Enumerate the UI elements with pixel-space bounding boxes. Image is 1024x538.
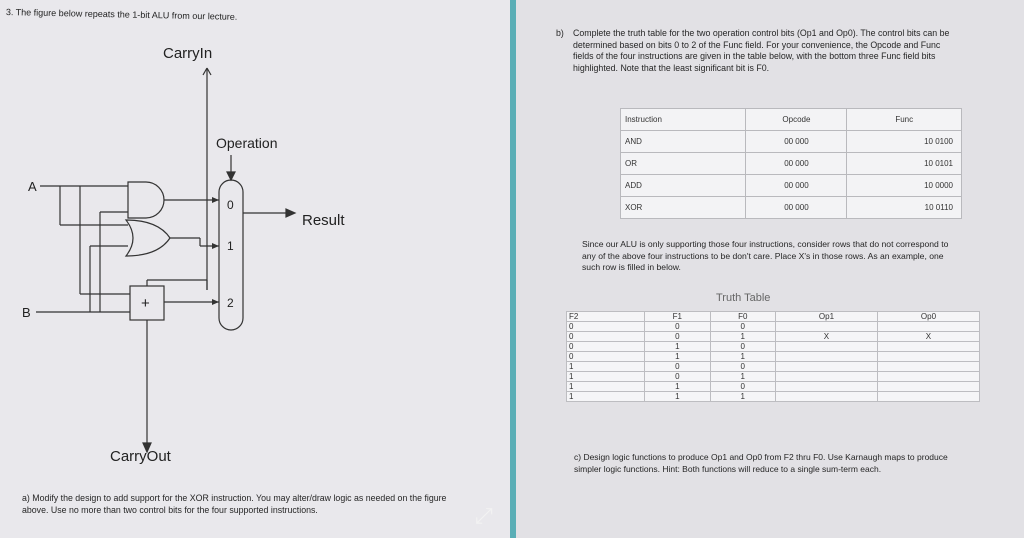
func-cell: 10 0100	[847, 131, 962, 153]
right-page	[516, 0, 1024, 538]
truth-table-title: Truth Table	[716, 292, 771, 304]
carry-in-label: CarryIn	[163, 45, 213, 62]
table-row	[567, 392, 980, 402]
f0-cell: 1	[710, 392, 775, 402]
header-f1: F1	[645, 312, 710, 322]
question-header: 3. The figure below repeats the 1-bit ALU from our lecture.	[5, 7, 238, 22]
op1-cell[interactable]	[775, 372, 877, 382]
header-op1: Op1	[775, 312, 877, 322]
f1-cell: 0	[645, 332, 710, 342]
op0-cell[interactable]	[877, 372, 979, 382]
op0-cell[interactable]	[877, 342, 979, 352]
header-func: Func	[847, 109, 962, 131]
opcode-cell: 00 000	[746, 153, 847, 175]
table-row	[621, 197, 962, 219]
table-row	[621, 175, 962, 197]
table-row	[567, 352, 980, 362]
f1-cell: 0	[645, 372, 710, 382]
header-op0: Op0	[877, 312, 979, 322]
f1-cell: 1	[645, 352, 710, 362]
op1-cell[interactable]	[775, 392, 877, 402]
f2-cell: 0	[567, 342, 645, 352]
f0-cell: 0	[710, 382, 775, 392]
op0-cell[interactable]	[877, 362, 979, 372]
table-row	[567, 362, 980, 372]
op0-cell[interactable]: X	[877, 332, 979, 342]
f0-cell: 1	[710, 372, 775, 382]
result-label: Result	[302, 212, 345, 229]
input-b-label: B	[22, 305, 31, 320]
instruction-cell: AND	[621, 131, 746, 153]
opcode-cell: 00 000	[746, 131, 847, 153]
instruction-table	[620, 108, 962, 219]
f1-cell: 1	[645, 382, 710, 392]
func-cell: 10 0000	[847, 175, 962, 197]
op0-cell[interactable]	[877, 382, 979, 392]
table-row	[621, 153, 962, 175]
mux-input-1: 1	[227, 239, 234, 253]
dont-care-note: Since our ALU is only supporting those four instructions, consider rows that do not correspond to any of the above four instructions to be don't care. Place X's in those rows. As an example, one such row is filled in below.	[582, 239, 949, 273]
f1-cell: 1	[645, 392, 710, 402]
f0-cell: 1	[710, 352, 775, 362]
func-cell: 10 0110	[847, 197, 962, 219]
f0-cell: 0	[710, 322, 775, 332]
op1-cell[interactable]: X	[775, 332, 877, 342]
instruction-table-header	[621, 109, 962, 131]
mux-input-0: 0	[227, 198, 234, 212]
opcode-cell: 00 000	[746, 175, 847, 197]
f2-cell: 0	[567, 332, 645, 342]
input-a-label: A	[28, 179, 37, 194]
func-cell: 10 0101	[847, 153, 962, 175]
f0-cell: 1	[710, 332, 775, 342]
left-page	[0, 0, 510, 538]
header-instruction: Instruction	[621, 109, 746, 131]
alu-diagram	[0, 0, 510, 490]
op0-cell[interactable]	[877, 322, 979, 332]
operation-label: Operation	[216, 135, 278, 151]
op1-cell[interactable]	[775, 352, 877, 362]
f2-cell: 0	[567, 322, 645, 332]
op1-cell[interactable]	[775, 382, 877, 392]
instruction-cell: XOR	[621, 197, 746, 219]
f2-cell: 1	[567, 382, 645, 392]
op1-cell[interactable]	[775, 322, 877, 332]
table-row	[621, 131, 962, 153]
f0-cell: 0	[710, 362, 775, 372]
carry-out-label: CarryOut	[110, 448, 171, 465]
f0-cell: 0	[710, 342, 775, 352]
f2-cell: 1	[567, 372, 645, 382]
adder-symbol: +	[141, 295, 150, 312]
part-c-text: c) Design logic functions to produce Op1 and Op0 from F2 thru F0. Use Karnaugh maps to produce simpler logic functions. Hint: Both functions will reduce to a single sum-term each.	[574, 452, 948, 474]
f2-cell: 0	[567, 352, 645, 362]
mux-input-2: 2	[227, 296, 234, 310]
f1-cell: 1	[645, 342, 710, 352]
table-row	[567, 382, 980, 392]
header-f0: F0	[710, 312, 775, 322]
part-b-label: b)	[556, 28, 564, 38]
header-f2: F2	[567, 312, 645, 322]
op1-cell[interactable]	[775, 342, 877, 352]
truth-table	[566, 311, 980, 402]
f1-cell: 0	[645, 362, 710, 372]
instruction-cell: OR	[621, 153, 746, 175]
op0-cell[interactable]	[877, 352, 979, 362]
instruction-cell: ADD	[621, 175, 746, 197]
op1-cell[interactable]	[775, 362, 877, 372]
header-opcode: Opcode	[746, 109, 847, 131]
table-row	[567, 332, 980, 342]
op0-cell[interactable]	[877, 392, 979, 402]
f2-cell: 1	[567, 362, 645, 372]
truth-table-header	[567, 312, 980, 322]
opcode-cell: 00 000	[746, 197, 847, 219]
part-b-text: Complete the truth table for the two operation control bits (Op1 and Op0). The control bits can be determined based on bits 0 to 2 of the Func field. For your convenience, the Opcode and Func fields of the four instructions are given in the table below, with the bottom three Func field bits highlighted. Note that the least significant bit is F0.	[573, 28, 950, 73]
table-row	[567, 372, 980, 382]
expand-arrow-icon[interactable]: ⤢	[475, 503, 493, 528]
table-row	[567, 322, 980, 332]
f2-cell: 1	[567, 392, 645, 402]
table-row	[567, 342, 980, 352]
f1-cell: 0	[645, 322, 710, 332]
part-a-text: a) Modify the design to add support for the XOR instruction. You may alter/draw logic as needed on the figure above. Use no more than two control bits for the four supported instructions.	[22, 493, 447, 515]
